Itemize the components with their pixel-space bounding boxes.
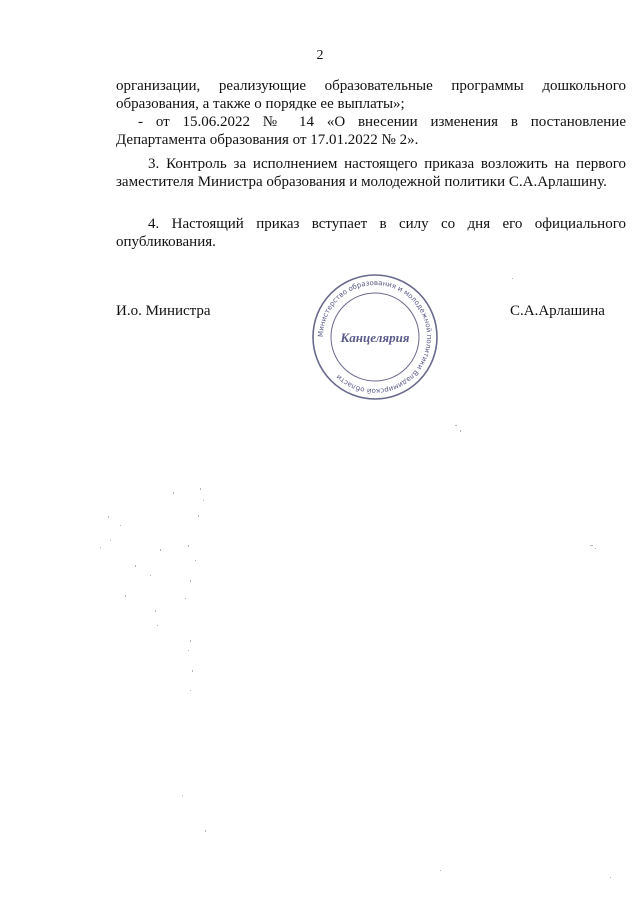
paragraph-continuation: организации, реализующие образовательные программы дошкольного образования, а также о порядке ее выплаты»; [116, 78, 626, 112]
paragraph-item-4: 4. Настоящий приказ вступает в силу со дня его официального опубликования. [116, 216, 626, 250]
paragraph-list-item: - от 15.06.2022 № 14 «О внесении изменения в постановление Департамента образования от 17.01.2022 № 2». [116, 114, 626, 148]
seal-center-text: Канцелярия [340, 330, 410, 345]
signature-name: С.А.Арлашина [510, 303, 605, 319]
seal-ring-text: Министерство образования и молодежной политики Владимирской области [316, 278, 434, 396]
signature-position: И.о. Министра [116, 303, 211, 319]
paragraph-item-3: 3. Контроль за исполнением настоящего приказа возложить на первого заместителя Министра образования и молодежной политики С.А.Арлашину. [116, 156, 626, 190]
page-number: 2 [316, 48, 324, 63]
official-seal [310, 272, 440, 402]
